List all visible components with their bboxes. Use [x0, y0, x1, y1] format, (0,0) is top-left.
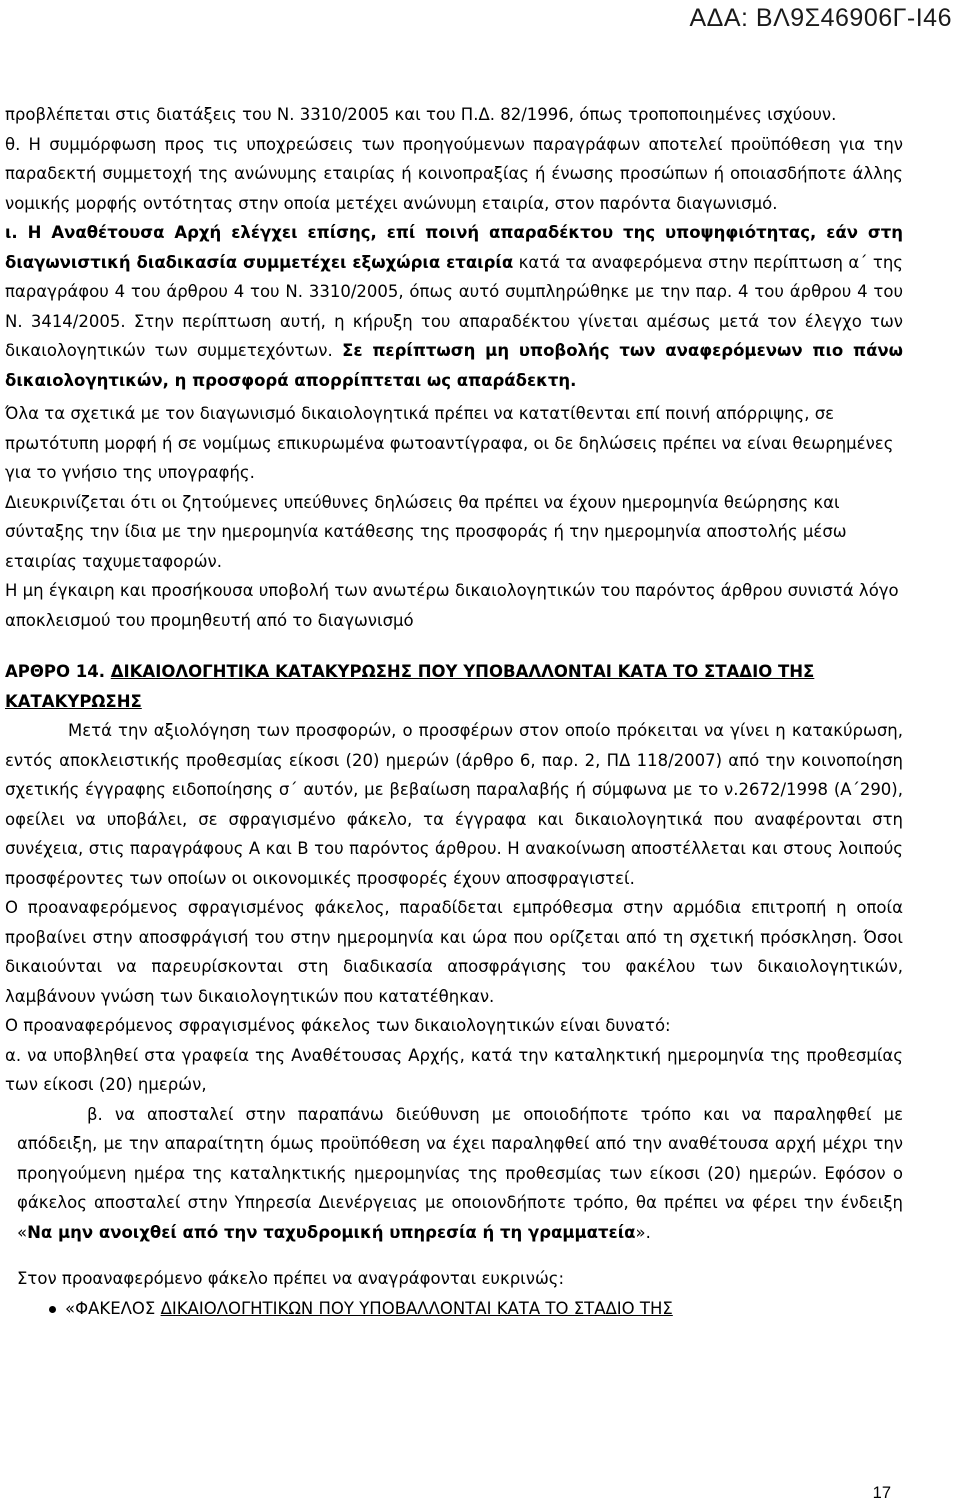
option-b-end: ».	[635, 1222, 651, 1242]
paragraph-theta: θ. Η συμμόρφωση προς τις υποχρεώσεις των προηγούμενων παραγράφων αποτελεί προϋπόθεση για την παραδεκτή συμμετοχή της ανώνυμης εταιρίας ή κοινοπραξίας ή ένωσης προσώπων ή οποιασδήποτε άλλης νομικής μορφής οντότητας στην οποία μετέχει ανώνυμη εταιρία, στον παρόντα διαγωνισμό.	[5, 134, 903, 213]
bullet-text: ΔΙΚΑΙΟΛΟΓΗΤΙΚΩΝ ΠΟΥ ΥΠΟΒΑΛΛΟΝΤΑΙ ΚΑΤΑ ΤΟ ΣΤΑΔΙΟ ΤΗΣ	[160, 1298, 673, 1318]
article-title: ΔΙΚΑΙΟΛΟΓΗΤΙΚΑ ΚΑΤΑΚΥΡΩΣΗΣ ΠΟΥ ΥΠΟΒΑΛΛΟΝΤΑΙ ΚΑΤΑ ΤΟ ΣΤΑΔΙΟ ΤΗΣ ΚΑΤΑΚΥΡΩΣΗΣ	[5, 662, 815, 711]
option-a: α. να υποβληθεί στα γραφεία της Αναθέτουσας Αρχής, κατά την καταληκτική ημερομηνία της προθεσμίας των είκοσι (20) ημερών,	[5, 1045, 903, 1094]
document-body	[5, 100, 903, 1323]
do-not-open-notice: Να μην ανοιχθεί από την ταχυδρομική υπηρεσία ή τη γραμματεία	[27, 1222, 636, 1242]
award-submission-text: Μετά την αξιολόγηση των προσφορών, ο προσφέρων στον οποίο πρόκειται να γίνει η κατακύρωση, εντός αποκλειστικής προθεσμίας είκοσι (20) ημερών (άρθρο 6, παρ. 2, ΠΔ 118/2007) από την κοινοποίηση σχετικής έγγραφης ειδοποίησης σ΄ αυτόν, με βεβαίωση παραλαβής ή σύμφωνα με το ν.2672/1998 (Α΄290), οφείλει να υποβάλει, σε σφραγισμένο φάκελο, τα έγγραφα και δικαιολογητικά που αναφέρονται στη συνέχεια, στις παραγράφους Α και Β του παρόντος άρθρου. Η ανακοίνωση αποστέλλεται και στους λοιπούς προσφέροντες των οποίων οι οικονομικές προσφορές έχουν αποσφραγιστεί.	[5, 721, 903, 888]
article-number: ΑΡΘΡΟ 14.	[5, 662, 111, 681]
paragraph-original-documents: Όλα τα σχετικά με τον διαγωνισμό δικαιολογητικά πρέπει να κατατίθενται επί ποινή απόρριψης, σε πρωτότυπη μορφή ή σε νομίμως επικυρωμένα φωτοαντίγραφα, οι δε δηλώσεις πρέπει να είναι θεωρημένες για το γνήσιο της υπογραφής.	[5, 404, 894, 482]
page-number: 17	[872, 1484, 891, 1502]
paragraph-envelope-labels: Στον προαναφερόμενο φάκελο πρέπει να αναγράφονται ευκρινώς:	[17, 1269, 565, 1288]
paragraph-envelope-options: Ο προαναφερόμενος σφραγισμένος φάκελος των δικαιολογητικών είναι δυνατό:	[5, 1016, 671, 1035]
bullet-icon	[49, 1306, 56, 1313]
ada-code: ΑΔΑ: ΒΛ9Σ46906Γ-Ι46	[689, 4, 952, 32]
paragraph-award-submission	[5, 716, 903, 893]
spacer	[5, 1247, 903, 1264]
option-b-text: β. να αποσταλεί στην παραπάνω διεύθυνση με οποιοδήποτε τρόπο και να παραληφθεί με απόδειξη, με την απαραίτητη όμως προϋπόθεση να έχει παραληφθεί από την αναθέτουσα αρχή μέχρι την προηγούμενη ημέρα της καταληκτικής ημερομηνίας της προθεσμίας των είκοσι (20) ημερών. Εφόσον ο φάκελος αποσταλεί στην Υπηρεσία Διενέργειας με οποιονδήποτε τρόπο, θα πρέπει να φέρει την ένδειξη «	[17, 1104, 903, 1242]
offshore-law-text: κατά τα αναφερόμενα στην περίπτωση α΄ της παραγράφου 4 του άρθρου 4 του Ν. 3310/2005, όπως αυτό συμπληρώθηκε με την παρ. 4 του άρθρου 4 του Ν. 3414/2005. Στην περίπτωση αυτή, η κήρυξη του απαραδέκτου γίνεται αμέσως μετά τον έλεγχο των δικαιολογητικών των συμμετεχόντων.	[5, 252, 903, 360]
spacer	[5, 635, 903, 657]
paragraph-iota	[5, 218, 903, 395]
paragraph-1: προβλέπεται στις διατάξεις του Ν. 3310/2005 και του Π.Δ. 82/1996, όπως τροποποιημένες ισχύουν.	[5, 105, 837, 124]
paragraph-sealed-envelope: Ο προαναφερόμενος σφραγισμένος φάκελος, παραδίδεται εμπρόθεσμα στην αρμόδια επιτροπή η οποία προβαίνει στην αποσφράγισή του στην ημερομηνία και ώρα που ορίζεται από τη σχετική πρόσκληση. Όσοι δικαιούνται να παρευρίσκονται στη διαδικασία αποσφράγισης του φακέλου των δικαιολογητικών, λαμβάνουν γνώση των δικαιολογητικών που κατατέθηκαν.	[5, 898, 903, 1006]
rejection-notice: Σε περίπτωση μη υποβολής των αναφερόμενων πιο πάνω δικαιολογητικών, η προσφορά απορρίπτεται ως απαράδεκτη.	[5, 341, 903, 390]
bullet-prefix: «ΦΑΚΕΛΟΣ	[65, 1298, 161, 1318]
paragraph-exclusion: Η μη έγκαιρη και προσήκουσα υποβολή των ανωτέρω δικαιολογητικών του παρόντος άρθρου συνιστά λόγο αποκλεισμού του προμηθευτή από το διαγωνισμό	[5, 581, 899, 630]
offshore-check-text: ι. Η Αναθέτουσα Αρχή ελέγχει επίσης, επί ποινή απαραδέκτου της υποψηφιότητας, εάν στη διαγωνιστική διαδικασία συμμετέχει εξωχώρια εταιρία	[5, 223, 903, 272]
paragraph-declarations-date: Διευκρινίζεται ότι οι ζητούμενες υπεύθυνες δηλώσεις θα πρέπει να έχουν ημερομηνία θεώρησης και σύνταξης την ίδια με την ημερομηνία κατάθεσης της προσφοράς ή την ημερομηνία αποστολής μέσω εταιρίας ταχυμεταφορών.	[5, 492, 847, 571]
list-item	[5, 1294, 903, 1324]
article-14-heading	[5, 657, 903, 716]
option-b	[5, 1100, 903, 1248]
